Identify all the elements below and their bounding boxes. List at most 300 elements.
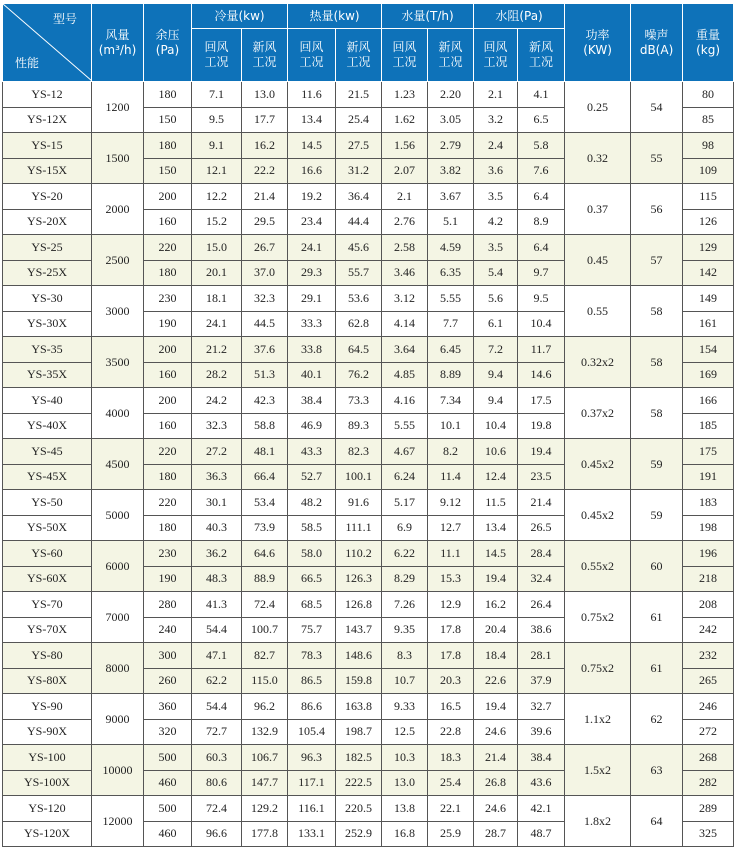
airflow-cell: 12000: [92, 796, 144, 847]
cooling-return-cell: 7.1: [192, 82, 242, 108]
power-cell: 0.75x2: [565, 643, 631, 694]
cooling-return-cell: 96.6: [192, 821, 242, 847]
model-cell: YS-20: [3, 184, 92, 210]
weight-header: 重量 (kg): [683, 4, 734, 82]
resist-return-cell: 22.6: [474, 668, 518, 694]
resist-fresh-cell: 26.5: [518, 515, 565, 541]
resist-return-cell: 2.1: [474, 82, 518, 108]
power-header: 功率 (KW): [565, 4, 631, 82]
power-cell: 1.1x2: [565, 694, 631, 745]
weight-cell: 161: [683, 311, 734, 337]
resist-fresh-cell: 6.5: [518, 107, 565, 133]
heating-return-cell: 38.4: [288, 388, 336, 414]
water-return-cell: 5.55: [382, 413, 428, 439]
pressure-cell: 200: [144, 337, 192, 363]
weight-cell: 183: [683, 490, 734, 516]
resist-fresh-cell: 6.4: [518, 235, 565, 261]
weight-cell: 289: [683, 796, 734, 822]
model-cell: YS-100X: [3, 770, 92, 796]
heating-return-cell: 52.7: [288, 464, 336, 490]
water-fresh-cell: 5.55: [428, 286, 474, 312]
water-fresh-cell: 18.3: [428, 745, 474, 771]
heating-return-cell: 40.1: [288, 362, 336, 388]
pressure-cell: 240: [144, 617, 192, 643]
water-return-cell: 16.8: [382, 821, 428, 847]
noise-cell: 57: [631, 235, 683, 286]
noise-cell: 56: [631, 184, 683, 235]
resist-return-cell: 3.5: [474, 235, 518, 261]
water-return-cell: 9.33: [382, 694, 428, 720]
resist-fresh-cell: 10.4: [518, 311, 565, 337]
cooling-fresh-cell: 17.7: [242, 107, 288, 133]
water-return-cell: 4.67: [382, 439, 428, 465]
model-cell: YS-30: [3, 286, 92, 312]
weight-cell: 208: [683, 592, 734, 618]
water-return-cell: 4.85: [382, 362, 428, 388]
heating-return-cell: 116.1: [288, 796, 336, 822]
airflow-cell: 5000: [92, 490, 144, 541]
table-row: [3, 235, 734, 261]
resist-fresh-cell: 26.4: [518, 592, 565, 618]
water-fresh-cell: 17.8: [428, 643, 474, 669]
model-cell: YS-15X: [3, 158, 92, 184]
heating-return-cell: 75.7: [288, 617, 336, 643]
weight-cell: 185: [683, 413, 734, 439]
water-return-cell: 6.24: [382, 464, 428, 490]
resist-return-cell: 28.7: [474, 821, 518, 847]
cooling-fresh-cell: 48.1: [242, 439, 288, 465]
water-fresh-cell: 8.89: [428, 362, 474, 388]
water-fresh-cell: 4.59: [428, 235, 474, 261]
pressure-cell: 500: [144, 745, 192, 771]
cooling-return-cell: 15.2: [192, 209, 242, 235]
water-fresh-cell: 22.1: [428, 796, 474, 822]
heating-fresh-cell: 64.5: [336, 337, 382, 363]
power-cell: 0.75x2: [565, 592, 631, 643]
cooling-return-cell: 9.1: [192, 133, 242, 159]
cooling-fresh-cell: 26.7: [242, 235, 288, 261]
weight-cell: 325: [683, 821, 734, 847]
noise-cell: 60: [631, 541, 683, 592]
water-fresh-cell: 7.7: [428, 311, 474, 337]
cooling-return-cell: 24.1: [192, 311, 242, 337]
water-return-cell: 9.35: [382, 617, 428, 643]
noise-cell: 58: [631, 286, 683, 337]
table-row: [3, 694, 734, 720]
resist-fresh-cell: 28.4: [518, 541, 565, 567]
water-fresh-cell: 8.2: [428, 439, 474, 465]
resist-fresh-cell: 21.4: [518, 490, 565, 516]
cooling-return-cell: 32.3: [192, 413, 242, 439]
noise-cell: 61: [631, 643, 683, 694]
model-cell: YS-25X: [3, 260, 92, 286]
weight-cell: 98: [683, 133, 734, 159]
heating-return-cell: 29.1: [288, 286, 336, 312]
weight-cell: 166: [683, 388, 734, 414]
model-cell: YS-50: [3, 490, 92, 516]
heating-fresh-cell: 110.2: [336, 541, 382, 567]
resist-return-cell: 10.4: [474, 413, 518, 439]
cooling-fresh-cell: 42.3: [242, 388, 288, 414]
weight-cell: 142: [683, 260, 734, 286]
heating-return-cell: 43.3: [288, 439, 336, 465]
heating-fresh-cell: 31.2: [336, 158, 382, 184]
water-fresh-cell: 11.4: [428, 464, 474, 490]
pressure-cell: 230: [144, 541, 192, 567]
cooling-fresh-cell: 82.7: [242, 643, 288, 669]
heating-return-cell: 96.3: [288, 745, 336, 771]
pressure-cell: 160: [144, 413, 192, 439]
heating-return-cell: 33.3: [288, 311, 336, 337]
water-fresh-cell: 7.34: [428, 388, 474, 414]
model-cell: YS-40X: [3, 413, 92, 439]
pressure-cell: 180: [144, 133, 192, 159]
water-fresh-cell: 12.9: [428, 592, 474, 618]
heating-return-cell: 48.2: [288, 490, 336, 516]
model-cell: YS-12: [3, 82, 92, 108]
power-cell: 0.45x2: [565, 439, 631, 490]
noise-cell: 58: [631, 337, 683, 388]
heating-fresh-cell: 91.6: [336, 490, 382, 516]
heating-return-cell: 117.1: [288, 770, 336, 796]
cooling-return-cell: 27.2: [192, 439, 242, 465]
resist-return-cell: 10.6: [474, 439, 518, 465]
resist-return-cell: 16.2: [474, 592, 518, 618]
resist-return-cell: 24.6: [474, 796, 518, 822]
power-cell: 0.32x2: [565, 337, 631, 388]
model-cell: YS-100: [3, 745, 92, 771]
airflow-cell: 4500: [92, 439, 144, 490]
power-cell: 0.32: [565, 133, 631, 184]
cooling-fresh-cell: 66.4: [242, 464, 288, 490]
water-fresh-cell: 3.05: [428, 107, 474, 133]
pressure-cell: 280: [144, 592, 192, 618]
pressure-cell: 180: [144, 515, 192, 541]
pressure-cell: 160: [144, 209, 192, 235]
water-return-cell: 8.3: [382, 643, 428, 669]
cooling-fresh-cell: 29.5: [242, 209, 288, 235]
resist-return-cell: 3.6: [474, 158, 518, 184]
water-return-cell: 4.14: [382, 311, 428, 337]
heating-fresh-cell: 73.3: [336, 388, 382, 414]
heating-fresh-cell: 220.5: [336, 796, 382, 822]
cooling-fresh-cell: 51.3: [242, 362, 288, 388]
cooling-return-cell: 72.7: [192, 719, 242, 745]
weight-cell: 80: [683, 82, 734, 108]
noise-cell: 62: [631, 694, 683, 745]
noise-cell: 58: [631, 388, 683, 439]
water-return-cell: 1.62: [382, 107, 428, 133]
weight-cell: 191: [683, 464, 734, 490]
resist-return-cell: 24.6: [474, 719, 518, 745]
power-cell: 0.55: [565, 286, 631, 337]
resist-fresh-cell: 38.6: [518, 617, 565, 643]
weight-cell: 126: [683, 209, 734, 235]
heating-fresh-cell: 36.4: [336, 184, 382, 210]
model-header-label: 型号: [52, 12, 77, 26]
resist-return-cell: 3.5: [474, 184, 518, 210]
resist-return-cell: 2.4: [474, 133, 518, 159]
spec-table-container: [2, 3, 733, 847]
cooling-fresh-cell: 22.2: [242, 158, 288, 184]
pressure-cell: 150: [144, 107, 192, 133]
pressure-cell: 320: [144, 719, 192, 745]
heating-return-cell: 14.5: [288, 133, 336, 159]
weight-cell: 169: [683, 362, 734, 388]
water-fresh-cell: 6.35: [428, 260, 474, 286]
cooling-return-cell: 80.6: [192, 770, 242, 796]
water-fresh-cell: 5.1: [428, 209, 474, 235]
cooling-return-cell: 12.2: [192, 184, 242, 210]
heating-fresh-cell: 44.4: [336, 209, 382, 235]
power-cell: 0.37x2: [565, 388, 631, 439]
cooling-return-cell: 24.2: [192, 388, 242, 414]
cooling-fresh-cell: 53.4: [242, 490, 288, 516]
table-row: [3, 82, 734, 108]
pressure-cell: 460: [144, 770, 192, 796]
cooling-fresh-cell: 64.6: [242, 541, 288, 567]
resist-fresh-cell: 39.6: [518, 719, 565, 745]
weight-cell: 242: [683, 617, 734, 643]
model-cell: YS-120: [3, 796, 92, 822]
resist-fresh-cell: 23.5: [518, 464, 565, 490]
resist-fresh-cell: 19.4: [518, 439, 565, 465]
airflow-cell: 3500: [92, 337, 144, 388]
resist-fresh-cell: 37.9: [518, 668, 565, 694]
airflow-cell: 1200: [92, 82, 144, 133]
airflow-cell: 10000: [92, 745, 144, 796]
water-return-cell: 13.0: [382, 770, 428, 796]
cooling-fresh-cell: 177.8: [242, 821, 288, 847]
power-cell: 1.8x2: [565, 796, 631, 847]
cooling-return-cell: 36.2: [192, 541, 242, 567]
resist-fresh-cell: 42.1: [518, 796, 565, 822]
pressure-header: 余压 (Pa): [144, 4, 192, 82]
resist-fresh-cell: 17.5: [518, 388, 565, 414]
water-return-cell: 6.9: [382, 515, 428, 541]
pressure-cell: 160: [144, 362, 192, 388]
airflow-cell: 7000: [92, 592, 144, 643]
table-row: [3, 490, 734, 516]
table-row: [3, 184, 734, 210]
cooling-fresh-cell: 37.6: [242, 337, 288, 363]
water-fresh-cell: 2.79: [428, 133, 474, 159]
airflow-cell: 2000: [92, 184, 144, 235]
water-fresh-cell: 11.1: [428, 541, 474, 567]
heating-return-cell: 16.6: [288, 158, 336, 184]
model-cell: YS-30X: [3, 311, 92, 337]
heating-fresh-cell: 126.8: [336, 592, 382, 618]
cooling-fresh-cell: 147.7: [242, 770, 288, 796]
cooling-fresh-cell: 129.2: [242, 796, 288, 822]
water-fresh-cell: 2.20: [428, 82, 474, 108]
resist-fresh-cell: 19.8: [518, 413, 565, 439]
heating-fresh-cell: 76.2: [336, 362, 382, 388]
resist-return-cell: 7.2: [474, 337, 518, 363]
resist-return-cell: 13.4: [474, 515, 518, 541]
resist-fresh-cell: 38.4: [518, 745, 565, 771]
pressure-cell: 230: [144, 286, 192, 312]
table-row: [3, 286, 734, 312]
heating-fresh-cell: 148.6: [336, 643, 382, 669]
resist-return-cell: 18.4: [474, 643, 518, 669]
weight-cell: 198: [683, 515, 734, 541]
heating-return-cell: 86.5: [288, 668, 336, 694]
cooling-fresh-cell: 16.2: [242, 133, 288, 159]
airflow-cell: 1500: [92, 133, 144, 184]
heating-return-cell: 68.5: [288, 592, 336, 618]
corner-header-cell: [3, 4, 92, 82]
heating-return-cell: 105.4: [288, 719, 336, 745]
heating-fresh-cell: 25.4: [336, 107, 382, 133]
water-fresh-cell: 25.9: [428, 821, 474, 847]
water-fresh-cell: 17.8: [428, 617, 474, 643]
heating-return-cell: 11.6: [288, 82, 336, 108]
model-cell: YS-60: [3, 541, 92, 567]
cooling-fresh-cell: 58.8: [242, 413, 288, 439]
model-cell: YS-35: [3, 337, 92, 363]
heating-return-cell: 29.3: [288, 260, 336, 286]
pressure-cell: 220: [144, 439, 192, 465]
heating-return-cell: 24.1: [288, 235, 336, 261]
water-return-cell: 7.26: [382, 592, 428, 618]
heating-fresh-cell: 89.3: [336, 413, 382, 439]
resist-return-cell: 4.2: [474, 209, 518, 235]
airflow-cell: 4000: [92, 388, 144, 439]
model-cell: YS-45: [3, 439, 92, 465]
cooling-return-cell: 41.3: [192, 592, 242, 618]
water-return-cell: 13.8: [382, 796, 428, 822]
resist-return-cell: 5.6: [474, 286, 518, 312]
cooling-fresh-cell: 73.9: [242, 515, 288, 541]
model-cell: YS-120X: [3, 821, 92, 847]
resist-fresh-cell: 4.1: [518, 82, 565, 108]
pressure-cell: 150: [144, 158, 192, 184]
resist-return-cell: 21.4: [474, 745, 518, 771]
heating-return-cell: 13.4: [288, 107, 336, 133]
water-fresh-cell: 25.4: [428, 770, 474, 796]
resist-return-cell: 5.4: [474, 260, 518, 286]
resist-fresh-cell: 9.5: [518, 286, 565, 312]
heating-fresh-cell: 21.5: [336, 82, 382, 108]
water-fresh-cell: 3.67: [428, 184, 474, 210]
water-fresh-cell: 6.45: [428, 337, 474, 363]
cooling-return-cell: 72.4: [192, 796, 242, 822]
heating-return-cell: 58.0: [288, 541, 336, 567]
cooling-return-cell: 18.1: [192, 286, 242, 312]
model-cell: YS-80X: [3, 668, 92, 694]
resist-fresh-cell: 32.7: [518, 694, 565, 720]
weight-cell: 268: [683, 745, 734, 771]
heating-fresh-cell: 182.5: [336, 745, 382, 771]
water-return-cell: 8.29: [382, 566, 428, 592]
weight-cell: 129: [683, 235, 734, 261]
heating-return-subheader: 回风 工况: [288, 29, 336, 82]
weight-cell: 265: [683, 668, 734, 694]
cooling-fresh-subheader: 新风 工况: [242, 29, 288, 82]
noise-cell: 61: [631, 592, 683, 643]
water-fresh-cell: 22.8: [428, 719, 474, 745]
resist-fresh-cell: 7.6: [518, 158, 565, 184]
pressure-cell: 180: [144, 82, 192, 108]
water-return-cell: 6.22: [382, 541, 428, 567]
model-cell: YS-70X: [3, 617, 92, 643]
resist-fresh-cell: 6.4: [518, 184, 565, 210]
resist-return-cell: 20.4: [474, 617, 518, 643]
water-fresh-cell: 20.3: [428, 668, 474, 694]
table-row: [3, 388, 734, 414]
resist-return-cell: 9.4: [474, 362, 518, 388]
pressure-cell: 300: [144, 643, 192, 669]
heating-fresh-cell: 163.8: [336, 694, 382, 720]
noise-cell: 54: [631, 82, 683, 133]
cooling-fresh-cell: 115.0: [242, 668, 288, 694]
pressure-cell: 180: [144, 464, 192, 490]
weight-cell: 115: [683, 184, 734, 210]
noise-cell: 63: [631, 745, 683, 796]
water-return-cell: 4.16: [382, 388, 428, 414]
resist-return-cell: 19.4: [474, 694, 518, 720]
water-return-cell: 2.07: [382, 158, 428, 184]
pressure-cell: 260: [144, 668, 192, 694]
weight-cell: 109: [683, 158, 734, 184]
water-return-cell: 1.56: [382, 133, 428, 159]
cooling-return-cell: 30.1: [192, 490, 242, 516]
heating-fresh-subheader: 新风 工况: [336, 29, 382, 82]
cooling-fresh-cell: 106.7: [242, 745, 288, 771]
noise-cell: 59: [631, 490, 683, 541]
cooling-return-cell: 47.1: [192, 643, 242, 669]
model-cell: YS-12X: [3, 107, 92, 133]
heating-fresh-cell: 143.7: [336, 617, 382, 643]
water-fresh-cell: 9.12: [428, 490, 474, 516]
cooling-fresh-cell: 96.2: [242, 694, 288, 720]
cooling-return-cell: 36.3: [192, 464, 242, 490]
water-fresh-cell: 10.1: [428, 413, 474, 439]
heating-return-cell: 46.9: [288, 413, 336, 439]
water-return-cell: 5.17: [382, 490, 428, 516]
heating-fresh-cell: 222.5: [336, 770, 382, 796]
weight-cell: 149: [683, 286, 734, 312]
cooling-fresh-cell: 100.7: [242, 617, 288, 643]
pressure-cell: 190: [144, 311, 192, 337]
model-cell: YS-70: [3, 592, 92, 618]
cooling-return-cell: 54.4: [192, 694, 242, 720]
pressure-cell: 180: [144, 260, 192, 286]
water-return-cell: 2.58: [382, 235, 428, 261]
heating-return-cell: 133.1: [288, 821, 336, 847]
heating-header: 热量(kw): [288, 4, 382, 29]
model-cell: YS-15: [3, 133, 92, 159]
water-flow-header: 水量(T/h): [382, 4, 474, 29]
heating-return-cell: 58.5: [288, 515, 336, 541]
pressure-cell: 220: [144, 235, 192, 261]
cooling-return-cell: 54.4: [192, 617, 242, 643]
weight-cell: 218: [683, 566, 734, 592]
water-return-cell: 1.23: [382, 82, 428, 108]
resist-return-cell: 14.5: [474, 541, 518, 567]
water-fresh-cell: 12.7: [428, 515, 474, 541]
heating-return-cell: 86.6: [288, 694, 336, 720]
weight-cell: 85: [683, 107, 734, 133]
weight-cell: 154: [683, 337, 734, 363]
pressure-cell: 500: [144, 796, 192, 822]
airflow-header: 风量 (m³/h): [92, 4, 144, 82]
table-row: [3, 439, 734, 465]
cooling-fresh-cell: 88.9: [242, 566, 288, 592]
cooling-return-cell: 21.2: [192, 337, 242, 363]
water-return-subheader: 回风 工况: [382, 29, 428, 82]
